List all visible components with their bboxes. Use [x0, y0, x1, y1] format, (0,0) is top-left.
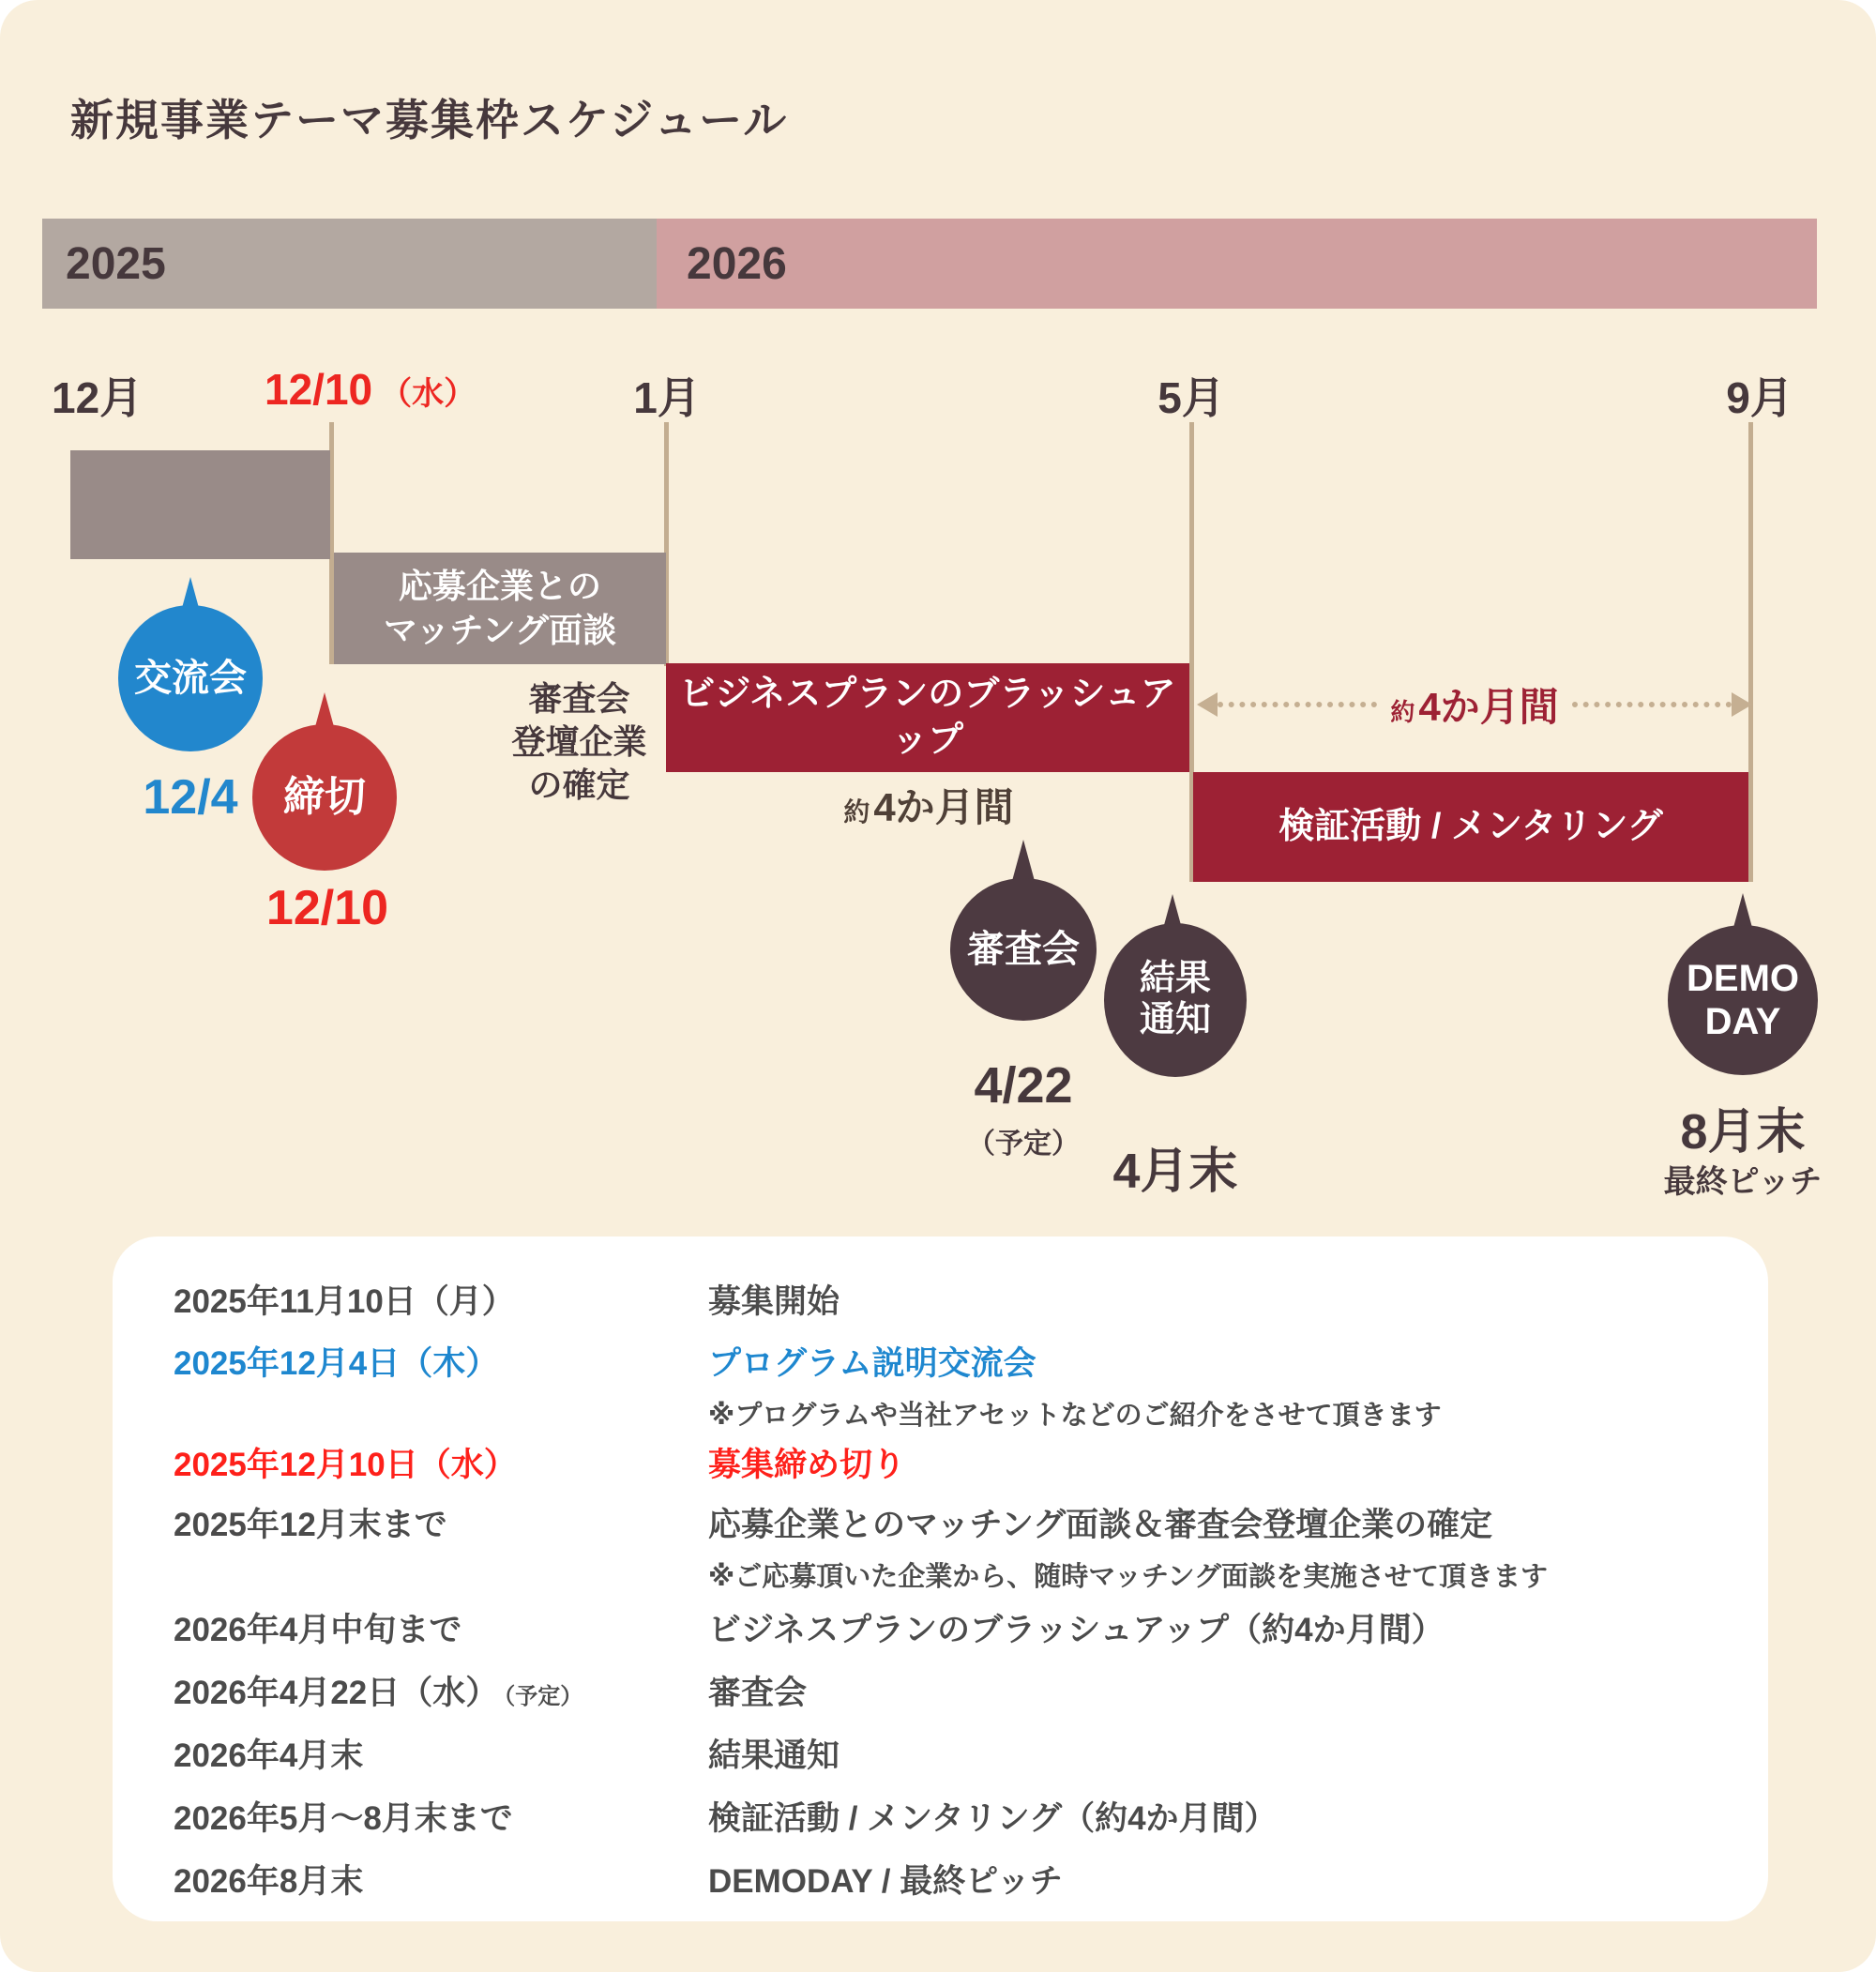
schedule-date-note: （予定） — [504, 1684, 583, 1709]
matching-interview-label-line1: 応募企業との — [398, 566, 601, 605]
verification-duration-text: 4か月間 — [1418, 685, 1559, 729]
judging-balloon — [950, 878, 1097, 1021]
schedule-date: 2026年4月中旬まで — [174, 1612, 462, 1648]
month-label-december: 12月 — [52, 373, 144, 422]
application-period-bar — [70, 450, 330, 559]
page-title: 新規事業テーマ募集枠スケジュール — [70, 96, 789, 144]
deadline-balloon-date: 12/10 — [265, 881, 389, 935]
schedule-desc: DEMODAY / 最終ピッチ — [708, 1863, 1063, 1900]
schedule-date: 2025年11月10日（月） — [174, 1283, 515, 1320]
demoday-balloon-line2: DAY — [1704, 1001, 1781, 1042]
schedule-date: 2026年4月22日（水） （予定） — [174, 1675, 583, 1711]
deadline-date-label — [265, 364, 476, 415]
schedule-date: 2025年12月末まで — [174, 1507, 447, 1543]
exchange-balloon-label: 交流会 — [134, 658, 247, 699]
year-bar-2025 — [42, 219, 657, 309]
schedule-date: 2025年12月4日（木） — [174, 1345, 499, 1382]
verification-duration-prefix: 約 — [1390, 698, 1415, 726]
verification-duration-arrow — [1197, 685, 1752, 729]
verification-bar — [1193, 772, 1748, 882]
schedule-note: ※プログラムや当社アセットなどのご紹介をさせて頂きます — [708, 1401, 1442, 1431]
brushup-bar — [666, 663, 1189, 772]
exchange-date: 12/4 — [143, 770, 238, 825]
demoday-subtitle: 最終ピッチ — [1663, 1164, 1823, 1200]
schedule-desc: 結果通知 — [708, 1737, 840, 1774]
schedule-desc: 応募企業とのマッチング面談＆審査会登壇企業の確定 — [708, 1507, 1493, 1543]
schedule-desc: プログラム説明交流会 — [708, 1345, 1036, 1382]
month-label-january: 1月 — [633, 373, 701, 422]
brushup-label: ビジネスプランのブラッシュアップ — [679, 674, 1176, 760]
demoday-date: 8月末 — [1680, 1105, 1806, 1160]
deadline-balloon-label: 締切 — [283, 773, 366, 820]
brushup-duration-label — [685, 777, 1172, 833]
year-label-2026: 2026 — [687, 238, 787, 289]
judging-confirmation-line3: の確定 — [528, 766, 630, 805]
demoday-balloon-line1: DEMO — [1687, 958, 1799, 999]
dotted-line — [1572, 702, 1732, 707]
result-balloon-line2: 通知 — [1139, 1000, 1211, 1039]
schedule-date: 2025年12月10日（水） — [174, 1447, 517, 1483]
judging-confirmation-line2: 登壇企業 — [511, 722, 647, 762]
matching-interview-label-line2: マッチング面談 — [383, 610, 617, 649]
month-label-may: 5月 — [1157, 373, 1225, 422]
result-balloon-line1: 結果 — [1139, 959, 1211, 999]
judging-date-note: （予定） — [967, 1129, 1080, 1160]
judging-confirmation-note — [502, 677, 657, 807]
schedule-date: 2026年8月末 — [174, 1863, 364, 1900]
schedule-note: ※ご応募頂いた企業から、随時マッチング面談を実施させて頂きます — [708, 1562, 1549, 1592]
schedule-desc: 募集締め切り — [708, 1447, 906, 1483]
year-bar-2026 — [657, 219, 1817, 309]
deadline-balloon — [252, 724, 397, 871]
judging-confirmation-line1: 審査会 — [528, 679, 630, 718]
verification-label: 検証活動 / メンタリング — [1278, 806, 1663, 846]
result-date: 4月末 — [1112, 1145, 1238, 1199]
schedule-date: 2026年5月〜8月末まで — [174, 1800, 513, 1837]
verification-duration-label — [1390, 676, 1558, 733]
deadline-date: 12/10 — [265, 365, 373, 414]
schedule-desc: ビジネスプランのブラッシュアップ（約4か月間） — [708, 1612, 1445, 1648]
exchange-balloon — [118, 605, 263, 751]
matching-interview-bar — [334, 553, 666, 664]
month-label-september: 9月 — [1726, 373, 1793, 422]
schedule-desc: 審査会 — [708, 1675, 808, 1711]
judging-date: 4/22 — [974, 1057, 1073, 1114]
demoday-balloon — [1668, 925, 1818, 1075]
schedule-desc: 募集開始 — [708, 1283, 840, 1320]
schedule-date: 2026年4月末 — [174, 1737, 364, 1774]
dotted-line — [1218, 702, 1377, 707]
judging-balloon-label: 審査会 — [967, 929, 1080, 970]
brushup-duration-text: 4か月間 — [873, 785, 1014, 829]
arrow-right-icon — [1732, 692, 1752, 717]
result-balloon — [1104, 923, 1247, 1077]
schedule-desc: 検証活動 / メンタリング（約4か月間） — [708, 1800, 1278, 1837]
arrow-left-icon — [1197, 692, 1218, 717]
year-label-2025: 2025 — [66, 238, 166, 289]
deadline-weekday: （水） — [380, 376, 477, 412]
brushup-duration-prefix: 約 — [843, 797, 870, 827]
timeline-tick-september — [1748, 422, 1753, 882]
